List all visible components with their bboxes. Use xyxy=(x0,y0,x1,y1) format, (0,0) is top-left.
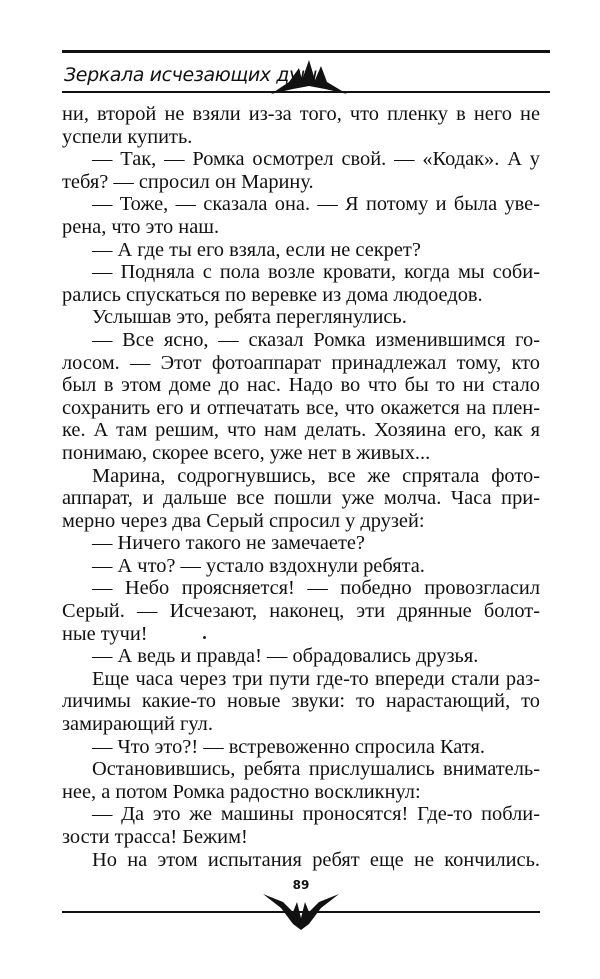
text-line: Еще часа через три пути где-то впереди стали раз- xyxy=(92,667,540,690)
text-line: мерно через два Серый спросил у друзей: xyxy=(62,509,425,532)
header-top-rule xyxy=(62,50,550,53)
running-footer xyxy=(62,872,540,942)
text-line: ные тучи! xyxy=(62,622,148,645)
text-line: лосом. — Этот фотоаппарат принадлежал тому, кто xyxy=(62,351,540,374)
text-line: — А что? — устало вздохнули ребята. xyxy=(92,554,425,577)
text-line: — Небо проясняется! — победно провозгласил xyxy=(92,577,540,600)
text-line: — Все ясно, — сказал Ромка изменившимся го- xyxy=(92,328,540,351)
text-line: рались спускаться по веревке из дома людоедов. xyxy=(62,283,483,306)
text-line: Остановившись, ребята прислушались вниматель- xyxy=(92,758,540,781)
text-line: успели купить. xyxy=(62,125,193,148)
print-speck xyxy=(203,636,206,639)
text-line: Но на этом испытания ребят еще не кончились. xyxy=(92,848,540,871)
header-ornament-icon xyxy=(269,56,349,96)
body-text xyxy=(62,103,540,871)
text-line: зости трасса! Бежим! xyxy=(62,826,248,848)
text-line: аппарат, и дальше все пошли уже молча. Часа при- xyxy=(62,487,540,510)
text-line: Серый. — Исчезают, наконец, эти дрянные болот- xyxy=(62,600,540,623)
text-line: сохранить его и отпечатать все, что окажется на плен- xyxy=(62,396,540,419)
footer-rule xyxy=(62,911,540,913)
text-line: — Да это же машины проносятся! Где-то побли- xyxy=(92,803,540,826)
text-line: Услышав это, ребята переглянулись. xyxy=(92,306,407,329)
text-line: — Так, — Ромка осмотрел свой. — «Кодак». А у xyxy=(92,148,540,171)
header-title: Зеркала исчезающих душ xyxy=(64,64,317,86)
text-line: — Подняла с пола возле кровати, когда мы соби- xyxy=(92,261,540,284)
text-line: ке. А там решим, что нам делать. Хозяина его, как я xyxy=(62,419,540,442)
header-rule xyxy=(62,91,550,93)
text-line: — Что это?! — встревоженно спросила Катя. xyxy=(92,735,485,758)
text-line: — Ничего такого не замечаете? xyxy=(92,532,365,555)
text-line: — А ведь и правда! — обрадовались друзья. xyxy=(92,645,479,668)
text-line: замирающий гул. xyxy=(62,713,213,736)
text-line: личимы какие-то новые звуки: то нарастающий, то xyxy=(62,690,540,713)
text-line: Марина, содрогнувшись, все же спрятала фото- xyxy=(92,464,540,487)
running-header xyxy=(62,50,550,100)
text-line: — Тоже, — сказала она. — Я потому и была уве- xyxy=(92,193,540,216)
text-line: был в этом доме до нас. Надо во что бы то ни стало xyxy=(62,374,540,397)
text-line: тебя? — спросил он Марину. xyxy=(62,170,314,193)
text-line: — А где ты его взяла, если не секрет? xyxy=(92,238,421,261)
text-line: рена, что это наш. xyxy=(62,215,220,238)
page-number: 89 xyxy=(292,878,310,892)
text-line: ни, второй не взяли из-за того, что пленку в него не xyxy=(62,103,540,125)
text-line: понимаю, скорее всего, уже нет в живых... xyxy=(62,441,431,464)
text-line: нее, а потом Ромка радостно воскликнул: xyxy=(62,780,421,803)
